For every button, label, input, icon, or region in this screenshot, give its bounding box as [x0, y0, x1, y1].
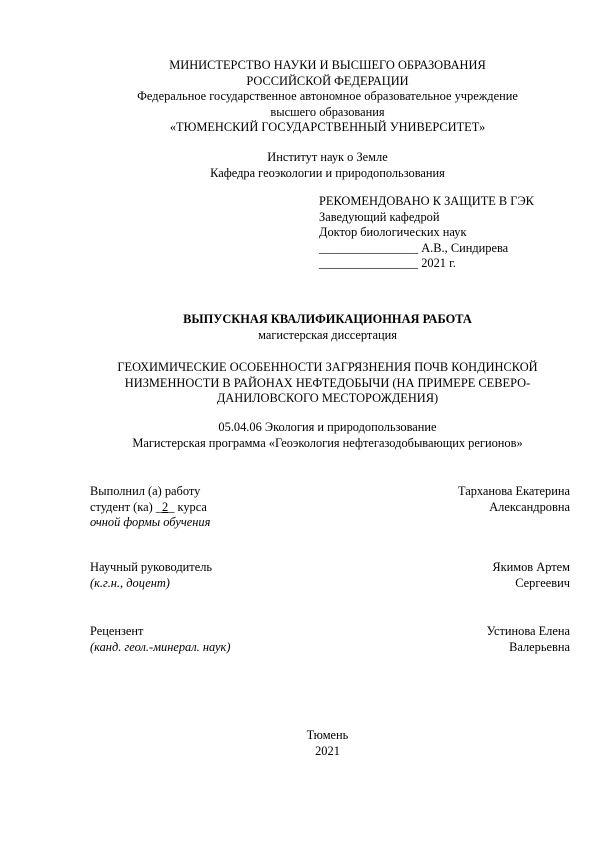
student-course-line — [90, 500, 210, 516]
work-title-block — [60, 360, 595, 407]
supervisor-label-block — [90, 560, 212, 591]
approval-signature-line: ________________ А.В., Синдирева — [319, 240, 509, 255]
student-name-line-1: Тарханова Екатерина — [457, 484, 570, 498]
approval-block — [319, 194, 579, 272]
ministry-line-1: МИНИСТЕРСТВО НАУКИ И ВЫСШЕГО ОБРАЗОВАНИЯ — [169, 58, 486, 72]
work-type-block — [60, 312, 595, 343]
student-label-prefix: студент (ка) _ — [90, 499, 162, 514]
work-type: ВЫПУСКНАЯ КВАЛИФИКАЦИОННАЯ РАБОТА — [183, 312, 472, 326]
student-label-block — [90, 484, 210, 531]
student-label-line-1: Выполнил (а) работу — [90, 484, 201, 498]
specialty-code: 05.04.06 Экология и природопользование — [218, 420, 437, 434]
approval-date-line: ________________ 2021 г. — [319, 256, 456, 271]
approval-recommended: РЕКОМЕНДОВАНО К ЗАЩИТЕ В ГЭК — [319, 194, 534, 208]
supervisor-name-line-1: Якимов Артем — [492, 560, 570, 574]
footer-year: 2021 — [315, 743, 340, 758]
university-name: «ТЮМЕНСКИЙ ГОСУДАРСТВЕННЫЙ УНИВЕРСИТЕТ» — [169, 120, 486, 135]
approval-degree: Доктор биологических наук — [319, 225, 467, 240]
work-title-line-3: ДАНИЛОВСКОГО МЕСТОРОЖДЕНИЯ) — [216, 391, 439, 406]
institution-line-2: высшего образования — [270, 104, 385, 119]
reviewer-label-block — [90, 624, 230, 655]
work-subtype: магистерская диссертация — [258, 327, 397, 342]
reviewer-name-line-1: Устинова Елена — [486, 624, 570, 638]
approval-head-title: Заведующий кафедрой — [319, 209, 440, 224]
reviewer-name-block — [487, 624, 570, 655]
student-name-line-2: Александровна — [489, 499, 570, 514]
ministry-line-2: РОССИЙСКОЙ ФЕДЕРАЦИИ — [246, 73, 409, 88]
specialty-block — [60, 420, 595, 451]
supervisor-label: Научный руководитель — [90, 560, 213, 574]
student-name-block — [458, 484, 570, 515]
institution-line-1: Федеральное государственное автономное образовательное учреждение — [137, 89, 518, 104]
supervisor-name-line-2: Сергеевич — [515, 575, 570, 590]
work-title-line-2: НИЗМЕННОСТИ В РАЙОНАХ НЕФТЕДОБЫЧИ (НА ПРИМЕРЕ СЕВЕРО- — [124, 375, 531, 390]
footer-city: Тюмень — [306, 728, 349, 742]
program-name: Магистерская программа «Геоэкология нефтегазодобывающих регионов» — [132, 435, 523, 450]
work-title-line-1: ГЕОХИМИЧЕСКИЕ ОСОБЕННОСТИ ЗАГРЯЗНЕНИЯ ПОЧВ КОНДИНСКОЙ — [117, 360, 538, 374]
reviewer-name-line-2: Валерьевна — [509, 639, 570, 654]
reviewer-label: Рецензент — [90, 624, 144, 638]
institute-name: Институт наук о Земле — [267, 150, 388, 164]
department-name: Кафедра геоэкологии и природопользования — [210, 165, 445, 180]
supervisor-name-block — [492, 560, 570, 591]
student-study-form: очной формы обучения — [90, 515, 211, 530]
institute-block — [60, 150, 595, 181]
header-block — [60, 58, 595, 136]
footer-block — [60, 728, 595, 759]
reviewer-degree: (канд. геол.-минерал. наук) — [90, 639, 231, 654]
student-label-suffix: _ курса — [168, 499, 207, 514]
supervisor-degree: (к.г.н., доцент) — [90, 575, 170, 590]
student-course-number: 2 — [162, 499, 169, 514]
